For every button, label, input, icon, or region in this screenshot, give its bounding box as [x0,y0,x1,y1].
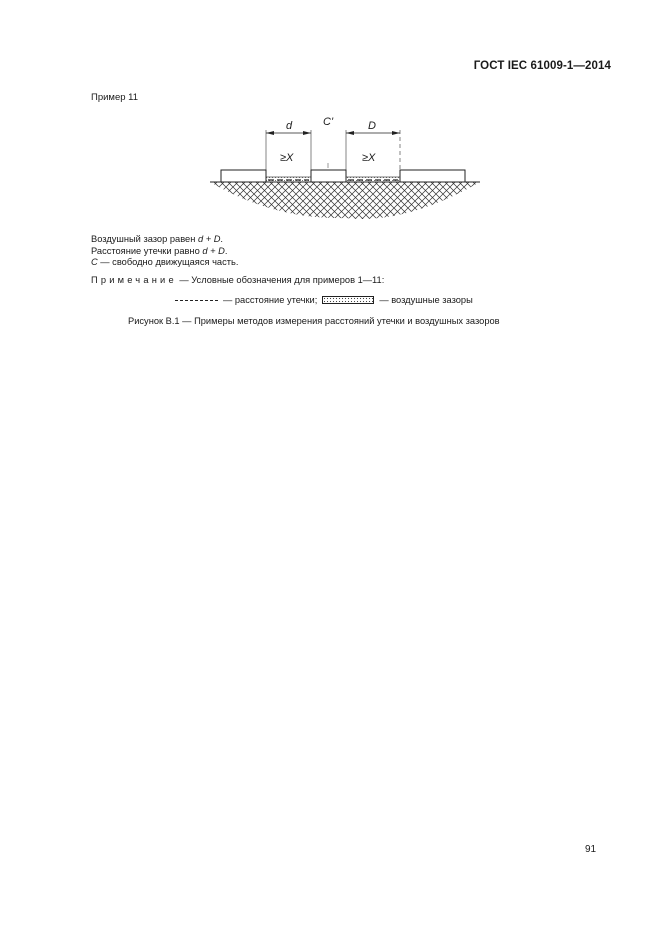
example-label: Пример 11 [91,92,139,103]
ground-hatch [205,182,485,225]
figure-notes [91,234,238,269]
label-c-prime: C' [323,116,334,128]
figure-example-11 [205,110,485,225]
creepage-dashed-line-icon [175,300,218,301]
legend [175,295,473,305]
label-gap-right: ≥X [362,152,376,164]
note-moving-part: C — свободно движущаяся часть. [91,257,239,268]
remark [91,275,384,285]
label-D: D [368,120,376,132]
remark-text: — Условные обозначения для примеров 1—11: [176,275,385,285]
note-air-gap: Воздушный зазор равен d + D. [91,234,224,244]
label-d: d [286,120,293,132]
note-creepage: Расстояние утечки равно d + D. [91,245,228,256]
clearance-dotted-box-icon [322,296,374,304]
page-number: 91 [585,844,597,855]
label-gap-left: ≥X [280,152,294,164]
standard-header: ГОСТ IEC 61009-1—2014 [473,60,611,72]
legend-creepage-label: — расстояние утечки; [223,295,318,305]
legend-clearance-label: — воздушные зазоры [379,295,473,305]
remark-label: Примечание [91,275,177,285]
figure-caption: Рисунок В.1 — Примеры методов измерения расстояний утечки и воздушных зазоров [128,316,500,326]
